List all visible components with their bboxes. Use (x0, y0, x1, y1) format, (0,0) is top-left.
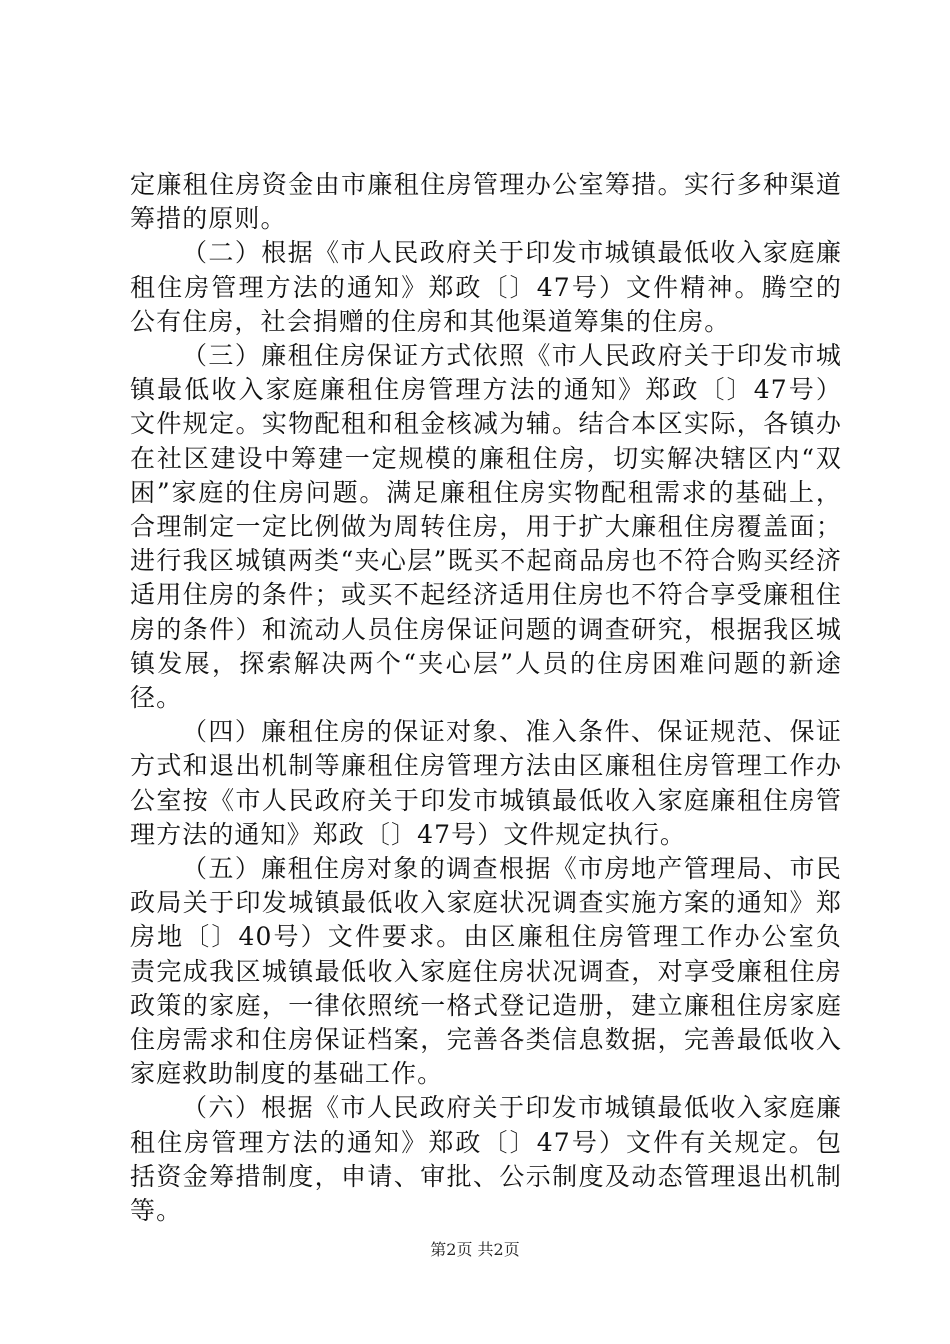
paragraph-section-5: （五）廉租住房对象的调查根据《市房地产管理局、市民政局关于印发城镇最低收入家庭状况调查实施方案的通知》郑房地〔〕40号）文件要求。由区廉租住房管理工作办公室负责完成我区城镇最低收入家庭住房状况调查，对享受廉租住房政策的家庭，一律依照统一格式登记造册，建立廉租住房家庭住房需求和住房保证档案，完善各类信息数据，完善最低收入家庭救助制度的基础工作。 (130, 854, 842, 1089)
paragraph-continuation: 定廉租住房资金由市廉租住房管理办公室筹措。实行多种渠道筹措的原则。 (130, 170, 842, 234)
paragraph-section-3: （三）廉租住房保证方式依照《市人民政府关于印发市城镇最低收入家庭廉租住房管理方法的通知》郑政〔〕47号）文件规定。实物配租和租金核减为辅。结合本区实际，各镇办在社区建设中筹建一定规模的廉租住房，切实解决辖区内“双困”家庭的住房问题。满足廉租住房实物配租需求的基础上，合理制定一定比例做为周转住房，用于扩大廉租住房覆盖面；进行我区城镇两类“夹心层”既买不起商品房也不符合购买经济适用住房的条件；或买不起经济适用住房也不符合享受廉租住房的条件）和流动人员住房保证问题的调查研究，根据我区城镇发展，探索解决两个“夹心层”人员的住房困难问题的新途径。 (130, 341, 842, 713)
paragraph-section-4: （四）廉租住房的保证对象、准入条件、保证规范、保证方式和退出机制等廉租住房管理方法由区廉租住房管理工作办公室按《市人民政府关于印发市城镇最低收入家庭廉租住房管理方法的通知》郑政〔〕47号）文件规定执行。 (130, 717, 842, 849)
paragraph-section-2: （二）根据《市人民政府关于印发市城镇最低收入家庭廉租住房管理方法的通知》郑政〔〕47号）文件精神。腾空的公有住房，社会捐赠的住房和其他渠道筹集的住房。 (130, 238, 842, 336)
page-number-footer: 第2页 共2页 (430, 1240, 520, 1259)
document-body (130, 168, 842, 1228)
paragraph-section-6: （六）根据《市人民政府关于印发市城镇最低收入家庭廉租住房管理方法的通知》郑政〔〕47号）文件有关规定。包括资金筹措制度，申请、审批、公示制度及动态管理退出机制等。 (130, 1093, 842, 1226)
